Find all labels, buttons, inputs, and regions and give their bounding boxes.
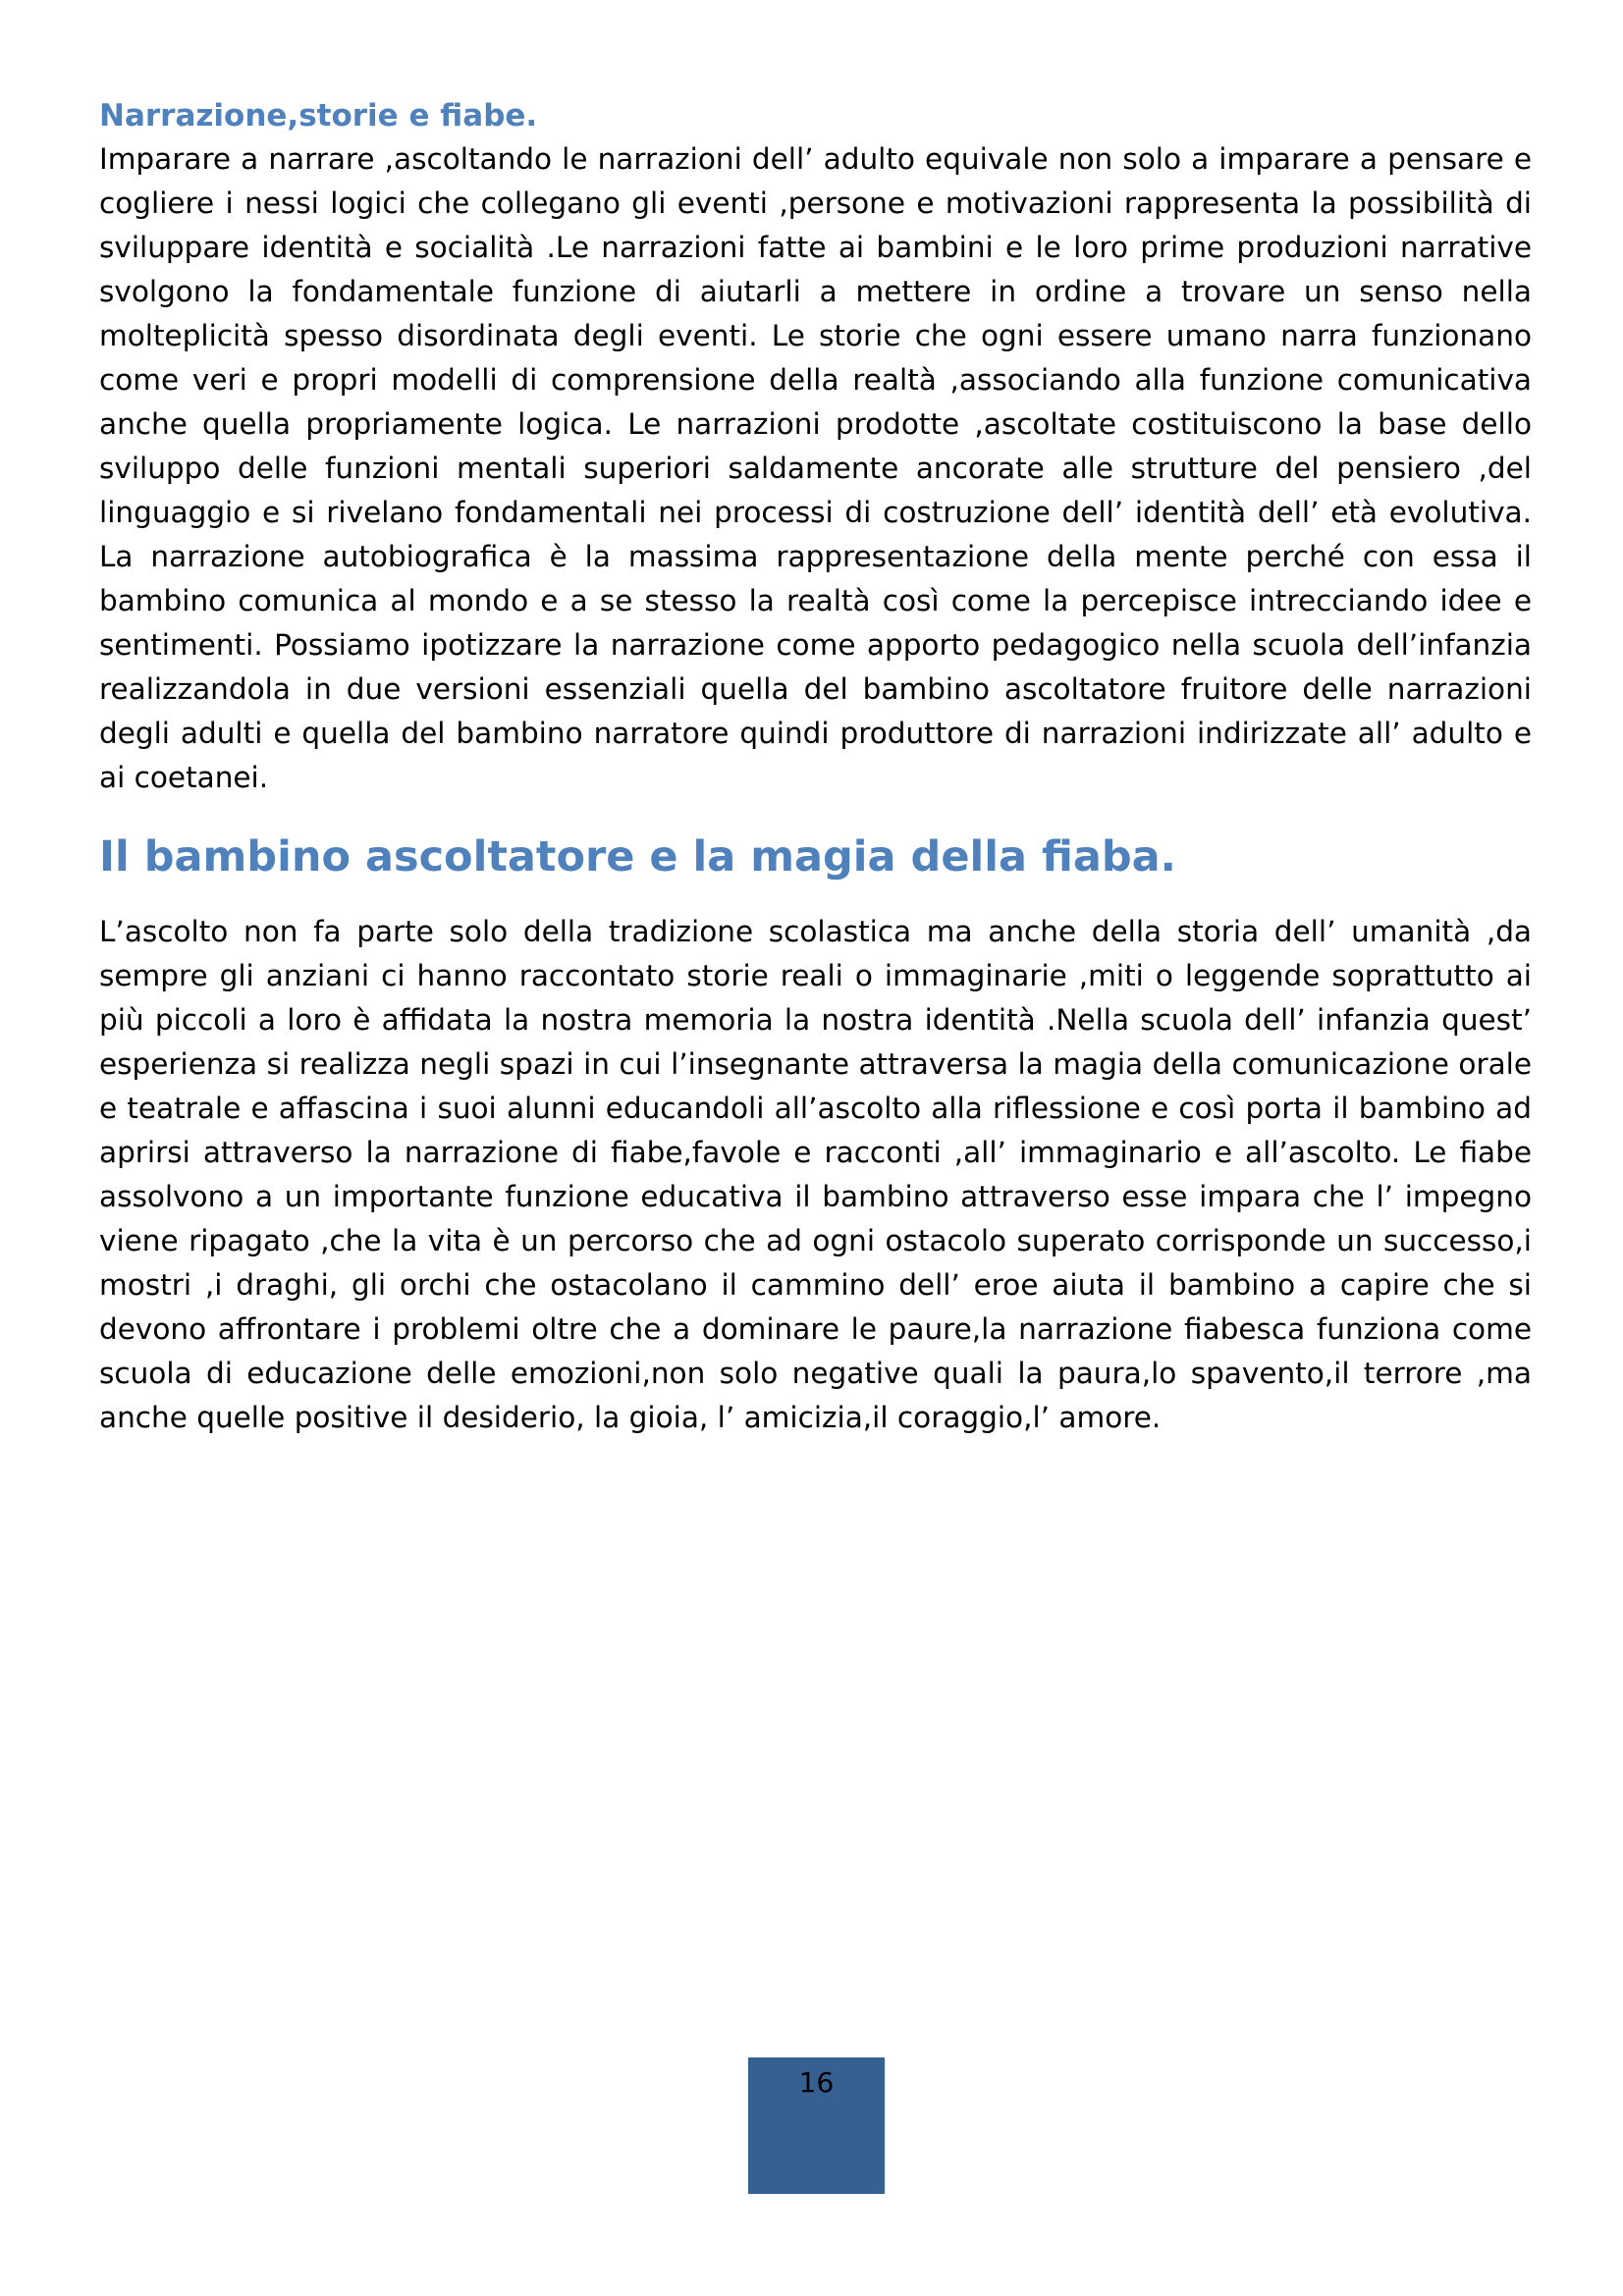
- section-heading-bambino-ascoltatore: Il bambino ascoltatore e la magia della fiaba.: [99, 832, 1176, 881]
- page-number: 16: [798, 2066, 835, 2099]
- section-heading-narrazione: Narrazione,storie e fiabe.: [99, 98, 538, 133]
- section-paragraph-narrazione: Imparare a narrare ,ascoltando le narrazioni dell’ adulto equivale non solo a imparare a pensare e cogliere i nessi logici che collegano gli eventi ,persone e motivazioni rappresenta la possibilità di sviluppare identità e socialità .Le narrazioni fatte ai bambini e le loro prime produzioni narrative svolgono la fondamentale funzione di aiutarli a mettere in ordine a trovare un senso nella molteplicità spesso disordinata degli eventi. Le storie che ogni essere umano narra funzionano come veri e propri modelli di comprensione della realtà ,associando alla funzione comunicativa anche quella propriamente logica. Le narrazioni prodotte ,ascoltate costituiscono la base dello sviluppo delle funzioni mentali superiori saldamente ancorate alle strutture del pensiero ,del linguaggio e si rivelano fondamentali nei processi di costruzione dell’ identità dell’ età evolutiva. La narrazione autobiografica è la massima rappresentazione della mente perché con essa il bambino comunica al mondo e a se stesso la realtà così come la percepisce intrecciando idee e sentimenti. Possiamo ipotizzare la narrazione come apporto pedagogico nella scuola dell’infanzia realizzandola in due versioni essenziali quella del bambino ascoltatore fruitore delle narrazioni degli adulti e quella del bambino narratore quindi produttore di narrazioni indirizzate all’ adulto e ai coetanei.: [99, 142, 1532, 794]
- document-page: [99, 94, 1532, 1440]
- section-paragraph-bambino-ascoltatore: L’ascolto non fa parte solo della tradizione scolastica ma anche della storia dell’ umanità ,da sempre gli anziani ci hanno raccontato storie reali o immaginarie ,miti o leggende soprattutto ai più piccoli a loro è affidata la nostra memoria la nostra identità .Nella scuola dell’ infanzia quest’ esperienza si realizza negli spazi in cui l’insegnante attraversa la magia della comunicazione orale e teatrale e affascina i suoi alunni educandoli all’ascolto alla riflessione e così porta il bambino ad aprirsi attraverso la narrazione di fiabe,favole e racconti ,all’ immaginario e all’ascolto. Le fiabe assolvono a un importante funzione educativa il bambino attraverso esse impara che l’ impegno viene ripagato ,che la vita è un percorso che ad ogni ostacolo superato corrisponde un successo,i mostri ,i draghi, gli orchi che ostacolano il cammino dell’ eroe aiuta il bambino a capire che si devono affrontare i problemi oltre che a dominare le paure,la narrazione fiabesca funziona come scuola di educazione delle emozioni,non solo negative quali la paura,lo spavento,il terrore ,ma anche quelle positive il desiderio, la gioia, l’ amicizia,il coraggio,l’ amore.: [99, 915, 1532, 1434]
- page-number-box: [748, 2057, 885, 2194]
